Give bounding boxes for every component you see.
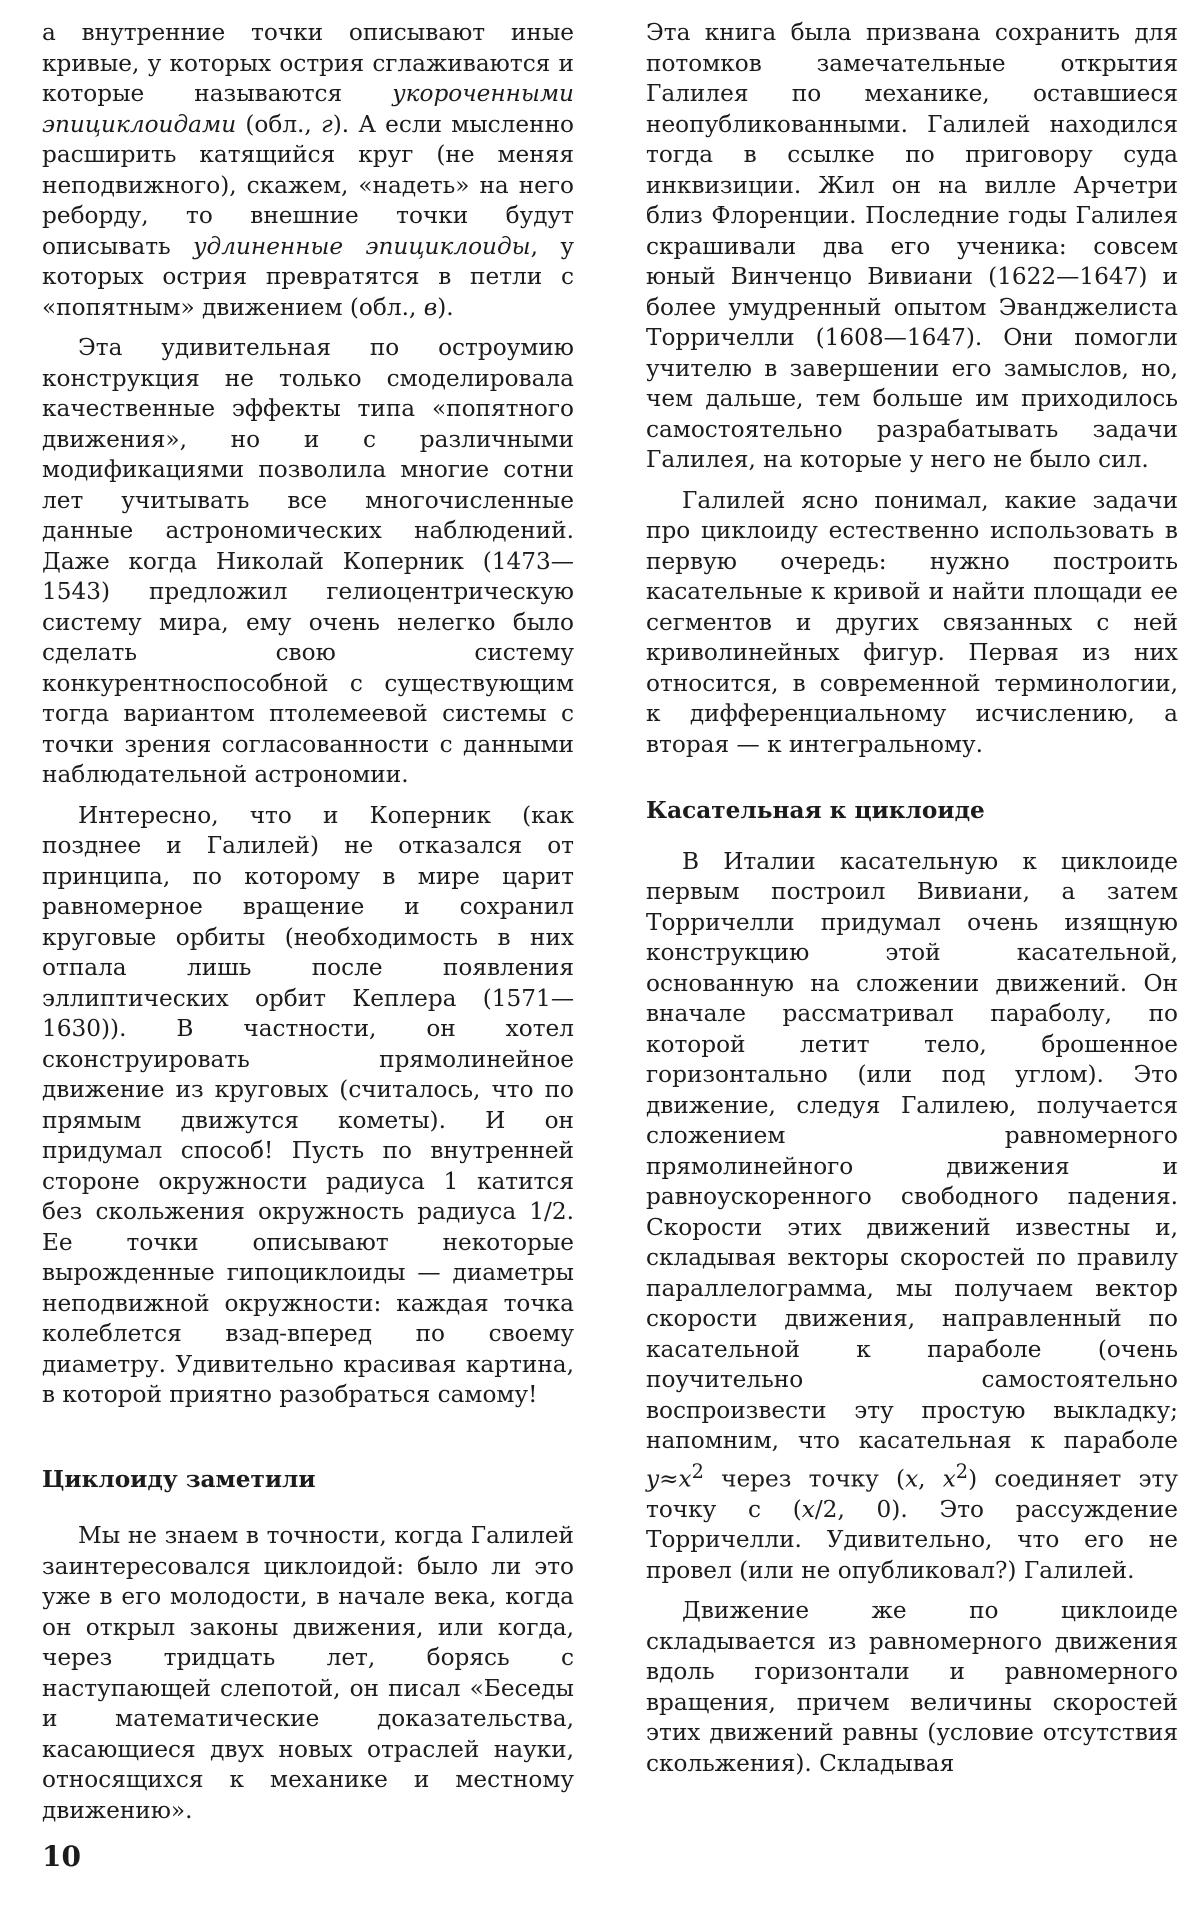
paragraph: Интересно, что и Коперник (как позднее и Галилей) не отказался от принципа, по которому в мире царит равномерное вращение и сохранил круговые орбиты (необходимость в них отпала лишь после появления эллиптических орбит Кеплера (1571—1630)). В частности, он хотел сконструировать прямолинейное движение из круговых (считалось, что по прямым движутся кометы). И он придумал способ! Пусть по внутренней стороне окружности радиуса 1 катится без скольжения окружность радиуса 1/2. Ее точки описывают некоторые вырожденные гипоциклоиды — диаметры неподвижной окружности: каждая точка колеблется взад-вперед по своему диаметру. Удивительно красивая картина, в которой приятно разобраться самому! xyxy=(42,801,574,1408)
paragraph: а внутренние точки описывают иные кривые, у которых острия сглаживаются и которые называются укороченными эпициклоидами (обл., г). А если мысленно расширить катящийся круг (не меняя неподвижного), скажем, «надеть» на него реборду, то внешние точки будут описывать удлиненные эпициклоиды, у которых острия превратятся в петли с «попятным» движением (обл., в). xyxy=(42,19,575,321)
math-variable: x xyxy=(942,1465,956,1493)
paragraph: Эта удивительная по остроумию конструкция не только смоделировала качественные эффекты типа «попятного движения», но и с различными модификациями позволила многие сотни лет учитывать все многочисленные данные астрономических наблюдений. Даже когда Николай Коперник (1473—1543) предложил гелиоцентрическую систему мира, ему очень нелегко было сделать свою систему конкурентноспособной с существующим тогда вариантом птолемеевой системы с точки зрения согласованности с данными наблюдательной астрономии. xyxy=(42,334,574,788)
math-variable: x xyxy=(905,1465,919,1493)
paragraph: Галилей ясно понимал, какие задачи про циклоиду естественно использовать в первую очередь: нужно построить касательные к кривой и найти площади ее сегментов и других связанных с ней криволинейных фигур. Первая из них относится, в современной терминологии, к дифференциальному исчислению, а вторая — к интегральному. xyxy=(646,486,1178,758)
math-variable: x xyxy=(678,1465,692,1493)
paragraph: В Италии касательную к циклоиде первым построил Вивиани, а затем Торричелли придумал очень изящную конструкцию этой касательной, основанную на сложении движений. Он вначале рассматривал параболу, по которой летит тело, брошенное горизонтально (или под углом). Это движение, следуя Галилею, получается сложением равномерного прямолинейного движения и равноускоренного свободного падения. Скорости этих движений известны и, складывая векторы скоростей по правилу параллелограмма, мы получаем вектор скорости движения, направленный по касательной к параболе (очень поучительно самостоятельно воспроизвести эту простую выкладку; напомним, что касательная к параболе $y\approx x^2$ через точку (x, $x^2$) соединяет эту точку с (x/2, 0). Это рассуждение Торричелли. Удивительно, что его не провел (или не опубликовал?) Галилей. xyxy=(646,847,1179,1584)
right-column xyxy=(646,18,1178,1779)
page-number: 10 xyxy=(42,1840,81,1873)
left-column xyxy=(42,18,574,1826)
paragraph: Движение же по циклоиде складывается из равномерного движения вдоль горизонтали и равномерного вращения, причем величины скоростей этих движений равны (условие отсутствия скольжения). Складывая xyxy=(646,1597,1178,1777)
paragraph: Эта книга была призвана сохранить для потомков замечательные открытия Галилея по механике, оставшиеся неопубликованными. Галилей находился тогда в ссылке по приговору суда инквизиции. Жил он на вилле Арчетри близ Флоренции. Последние годы Галилея скрашивали два его ученика: совсем юный Винченцо Вивиани (1622—1647) и более умудренный опытом Эванджелиста Торричелли (1608—1647). Они помогли учителю в завершении его замыслов, но, чем дальше, тем больше им приходилось самостоятельно разрабатывать задачи Галилея, на которые у него не было сил. xyxy=(646,19,1178,473)
paragraph: Мы не знаем в точности, когда Галилей заинтересовался циклоидой: было ли это уже в его молодости, в начале века, когда он открыл законы движения, или когда, через тридцать лет, борясь с наступающей слепотой, он писал «Беседы и математические доказательства, касающиеся двух новых отраслей науки, относящихся к механике и местному движению». xyxy=(42,1522,574,1824)
math-variable: x xyxy=(801,1495,815,1523)
math-variable: y xyxy=(646,1465,660,1493)
section-heading: Циклоиду заметили xyxy=(42,1465,316,1493)
section-heading: Касательная к циклоиде xyxy=(646,797,985,824)
